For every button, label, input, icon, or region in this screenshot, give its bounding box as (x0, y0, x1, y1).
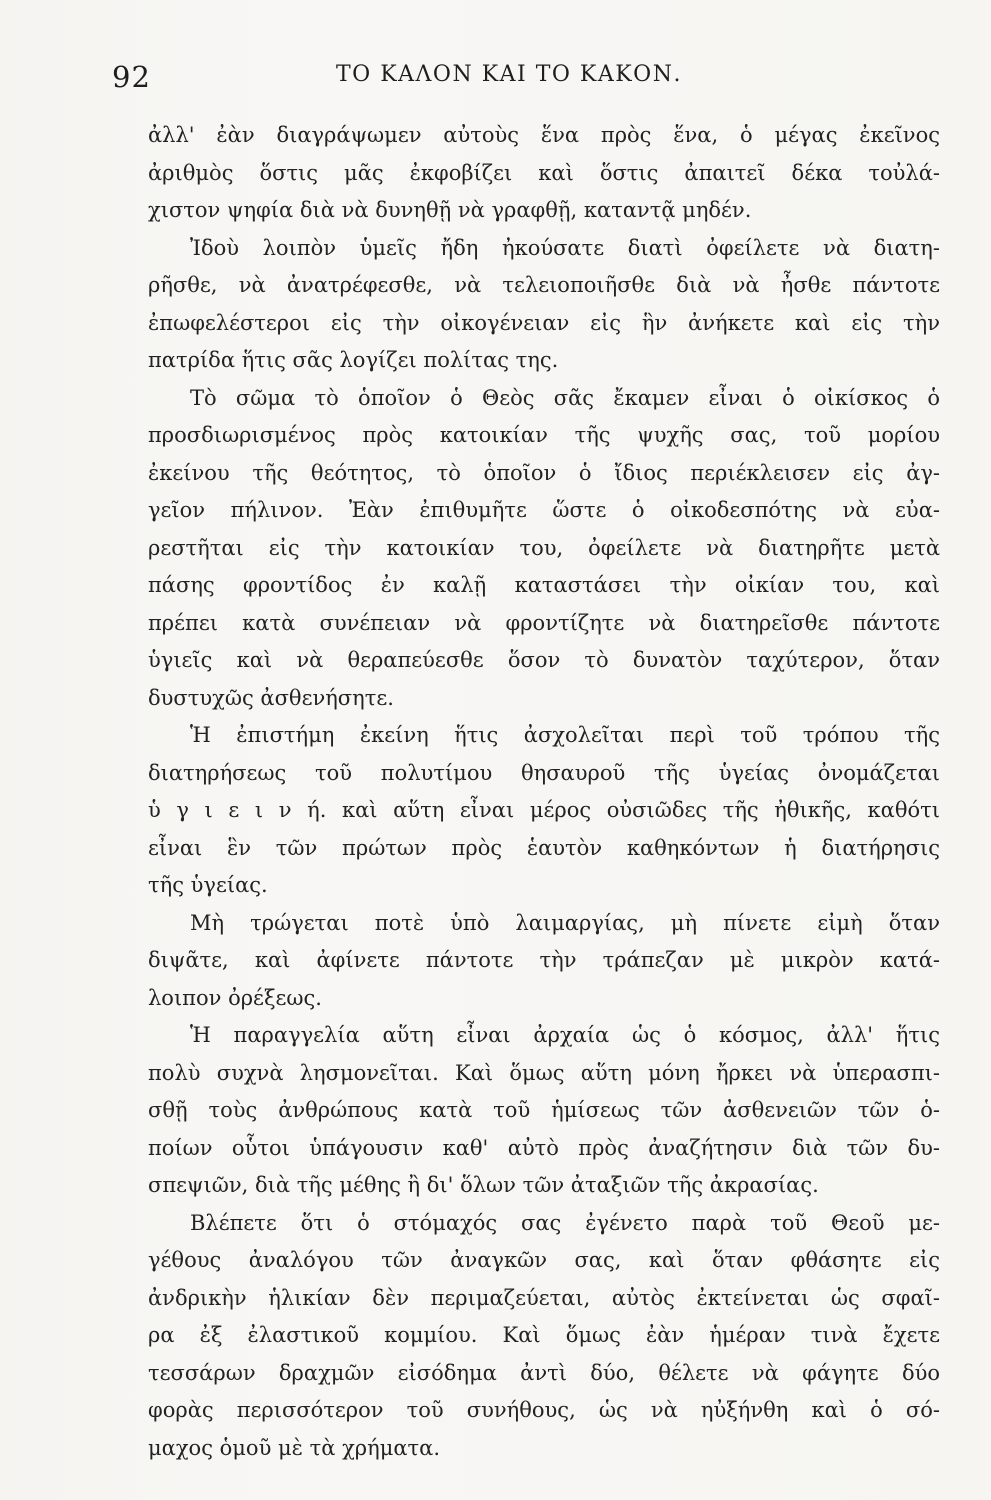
text-line: διψᾶτε, καὶ ἀφίνετε πάντοτε τὴν τράπεζαν μὲ μικρὸν κατά- (148, 948, 940, 972)
text-line: ἀνδρικὴν ἡλικίαν δὲν περιμαζεύεται, αὐτὸς ἐκτείνεται ὡς σφαῖ- (148, 1285, 940, 1310)
running-title: ΤΟ ΚΑΛΟΝ ΚΑΙ ΤΟ ΚΑΚΟΝ. (336, 62, 682, 87)
text-line: Ἡ ἐπιστήμη ἐκείνη ἥτις ἀσχολεῖται περὶ τοῦ τρόπου τῆς (190, 723, 940, 747)
text-line: ὑγιεῖς καὶ νὰ θεραπεύεσθε ὅσον τὸ δυνατὸν ταχύτερον, ὅταν (148, 648, 940, 672)
text-line: ρῆσθε, νὰ ἀνατρέφεσθε, νὰ τελειοποιῆσθε διὰ νὰ ἦσθε πάντοτε (148, 273, 940, 297)
page-number: 92 (112, 60, 151, 94)
text-line: ἀλλ' ἐὰν διαγράψωμεν αὐτοὺς ἕνα πρὸς ἕνα, ὁ μέγας ἐκεῖνος (148, 123, 940, 147)
running-head (112, 60, 922, 100)
text-line: Μὴ τρώγεται ποτὲ ὑπὸ λαιμαργίας, μὴ πίνετε εἰμὴ ὅταν (190, 910, 940, 935)
body-text (148, 117, 940, 1467)
text-line: μαχος ὁμοῦ μὲ τὰ χρήματα. (148, 1435, 441, 1460)
text-line: λοιπον ὀρέξεως. (148, 985, 322, 1010)
text-line: ὑ γ ι ε ι ν ή. καὶ αὕτη εἶναι μέρος οὐσιῶδες τῆς ἠθικῆς, καθότι (148, 798, 940, 822)
text-line: φορὰς περισσότερον τοῦ συνήθους, ὡς νὰ ηὐξήνθη καὶ ὁ σό- (148, 1398, 940, 1422)
text-line: Τὸ σῶμα τὸ ὁποῖον ὁ Θεὸς σᾶς ἔκαμεν εἶναι ὁ οἰκίσκος ὁ (190, 385, 940, 410)
text-line: χιστον ψηφία διὰ νὰ δυνηθῇ νὰ γραφθῇ, καταντᾷ μηδέν. (148, 198, 752, 222)
text-line: προσδιωρισμένος πρὸς κατοικίαν τῆς ψυχῆς σας, τοῦ μορίου (148, 423, 940, 447)
text-line: τεσσάρων δραχμῶν εἰσόδημα ἀντὶ δύο, θέλετε νὰ φάγητε δύο (148, 1360, 940, 1385)
text-line: ρεστῆται εἰς τὴν κατοικίαν του, ὀφείλετε νὰ διατηρῆτε μετὰ (148, 535, 940, 560)
text-line: ρα ἐξ ἐλαστικοῦ κομμίου. Καὶ ὅμως ἐὰν ἡμέραν τινὰ ἔχετε (148, 1323, 940, 1347)
text-line: ἐπωφελέστεροι εἰς τὴν οἰκογένειαν εἰς ἣν ἀνήκετε καὶ εἰς τὴν (148, 310, 940, 335)
text-line: πρέπει κατὰ συνέπειαν νὰ φροντίζητε νὰ διατηρεῖσθε πάντοτε (148, 610, 940, 635)
text-line: γεῖον πήλινον. Ἐὰν ἐπιθυμῆτε ὥστε ὁ οἰκοδεσπότης νὰ εὐα- (148, 498, 940, 522)
text-line: πάσης φροντίδος ἐν καλῇ καταστάσει τὴν οἰκίαν του, καὶ (148, 573, 940, 597)
text-line: ἐκείνου τῆς θεότητος, τὸ ὁποῖον ὁ ἴδιος περιέκλεισεν εἰς ἀγ- (148, 460, 940, 485)
text-line: πατρίδα ἥτις σᾶς λογίζει πολίτας της. (148, 348, 559, 372)
text-line: σπεψιῶν, διὰ τῆς μέθης ἢ δι' ὅλων τῶν ἀταξιῶν τῆς ἀκρασίας. (148, 1173, 819, 1197)
text-line: τῆς ὑγείας. (148, 873, 268, 897)
text-line: Ἡ παραγγελία αὕτη εἶναι ἀρχαία ὡς ὁ κόσμος, ἀλλ' ἥτις (190, 1023, 940, 1047)
text-line: σθῇ τοὺς ἀνθρώπους κατὰ τοῦ ἡμίσεως τῶν ἀσθενειῶν τῶν ὁ- (148, 1098, 940, 1122)
text-line: Ἰδοὺ λοιπὸν ὑμεῖς ἤδη ἠκούσατε διατὶ ὀφείλετε νὰ διατη- (190, 235, 940, 260)
text-line: Βλέπετε ὅτι ὁ στόμαχός σας ἐγένετο παρὰ τοῦ Θεοῦ με- (190, 1210, 940, 1235)
text-line: εἶναι ἓν τῶν πρώτων πρὸς ἑαυτὸν καθηκόντων ἡ διατήρησις (148, 835, 940, 860)
text-line: πολὺ συχνὰ λησμονεῖται. Καὶ ὅμως αὕτη μόνη ἤρκει νὰ ὑπερασπι- (148, 1060, 940, 1085)
text-line: διατηρήσεως τοῦ πολυτίμου θησαυροῦ τῆς ὑγείας ὀνομάζεται (148, 760, 940, 785)
text-line: ἀριθμὸς ὅστις μᾶς ἐκφοβίζει καὶ ὅστις ἀπαιτεῖ δέκα τοὐλά- (148, 160, 940, 185)
text-line: δυστυχῶς ἀσθενήσητε. (148, 685, 394, 710)
text-line: γέθους ἀναλόγου τῶν ἀναγκῶν σας, καὶ ὅταν φθάσητε εἰς (148, 1248, 940, 1272)
text-line: ποίων οὗτοι ὑπάγουσιν καθ' αὐτὸ πρὸς ἀναζήτησιν διὰ τῶν δυ- (148, 1135, 940, 1160)
